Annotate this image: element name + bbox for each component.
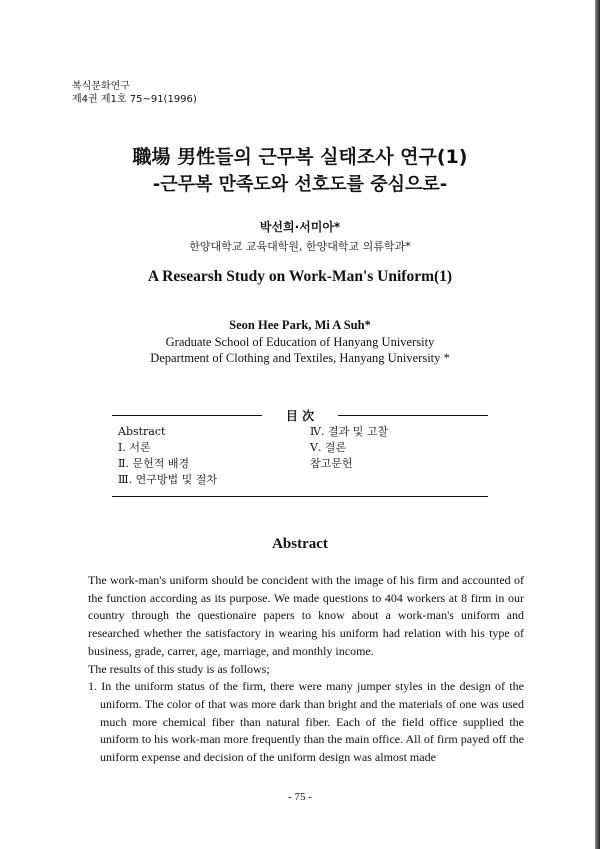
journal-name: 복식문화연구 [72, 81, 130, 92]
abstract-paragraph-2: The results of this study is as follows; [88, 661, 270, 676]
english-title: A Researsh Study on Work-Man's Uniform(1) [147, 268, 453, 285]
english-affiliation-1: Graduate School of Education of Hanyang University [165, 335, 435, 349]
abstract-body [88, 572, 524, 767]
toc-left-column [118, 424, 217, 488]
toc-item: 참고문헌 [310, 457, 353, 470]
english-authors: Seon Hee Park, Mi A Suh* [229, 318, 371, 332]
korean-affiliation: 한양대학교 교육대학원, 한양대학교 의류학과* [189, 240, 411, 253]
toc-item: Ⅰ. 서론 [118, 441, 151, 454]
journal-info [72, 80, 197, 106]
abstract-paragraph-1: The work-man's uniform should be concident with the image of his firm and accounted of the function according as its purpose. We made questions to 404 workers at 8 firm in our country through the questionaire papers to know about a work-man's uniform and researched whether the satisfactory in wearing his uniform had relation with his type of business, grade, carrer, age, marriage, and monthly income. [88, 573, 524, 658]
toc-right-column [310, 424, 388, 472]
abstract-heading: Abstract [272, 536, 328, 552]
korean-title-line1: 職場 男性들의 근무복 실태조사 연구(1) [132, 146, 468, 168]
journal-volume: 제4권 제1호 75~91(1996) [72, 94, 197, 105]
toc-item: Ⅱ. 문헌적 배경 [118, 457, 190, 470]
korean-title-line2: -근무복 만족도와 선호도를 중심으로- [152, 174, 448, 195]
korean-authors: 박선희·서미아* [259, 220, 341, 234]
english-affiliation-2: Department of Clothing and Textiles, Hanyang University * [150, 351, 450, 365]
page-number: - 75 - [288, 791, 312, 803]
toc-heading: 目 次 [285, 409, 315, 423]
table-of-contents [112, 407, 488, 497]
abstract-result-item-1: 1. In the uniform status of the firm, there were many jumper styles in the design of the uniform. The color of that was more dark than bright and the materials of one was used much more chemical fiber than natural fiber. Each of the field office supplied the uniform to his work-man more frequently than the main office. All of firm payed off the uniform expense and decision of the uniform design was almost made [88, 679, 524, 765]
toc-item: Ⅲ. 연구방법 및 절차 [118, 473, 217, 486]
toc-item: Ⅳ. 결과 및 고찰 [310, 425, 389, 438]
toc-item: Ⅴ. 결론 [310, 441, 347, 454]
page-edge-shadow [595, 0, 600, 849]
toc-item: Abstract [118, 425, 166, 438]
